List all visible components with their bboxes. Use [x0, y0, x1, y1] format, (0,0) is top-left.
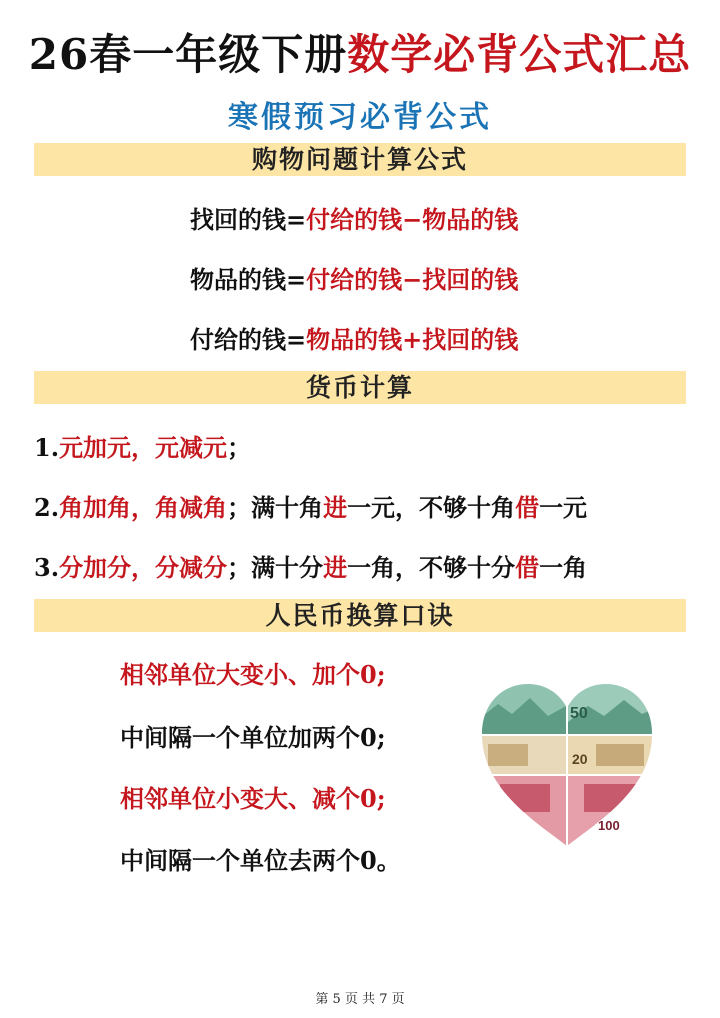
note-50-label: 50 [570, 705, 588, 722]
formula-rhs: 付给的钱−物品的钱 [306, 205, 519, 234]
rule-tail: ； [227, 433, 252, 462]
formula-rhs: 物品的钱+找回的钱 [306, 325, 519, 354]
currency-rule-3 [34, 548, 587, 583]
formula-row [190, 320, 518, 355]
rule-keyword-carry: 进 [323, 553, 348, 582]
currency-rule-2 [34, 488, 587, 523]
formula-lhs: 付给的钱= [190, 325, 307, 354]
rule-red-text: 分加分，分减分 [59, 553, 228, 582]
mnemonic-line: 中间隔一个单位加两个0; [120, 723, 386, 752]
banknote-heart-image [478, 680, 656, 848]
formula-rhs: 付给的钱−找回的钱 [306, 265, 519, 294]
formula-lhs: 找回的钱= [190, 205, 307, 234]
rule-keyword-carry: 进 [323, 493, 348, 522]
rule-red-text: 元加元，元减元 [59, 433, 228, 462]
rule-keyword-borrow: 借 [515, 553, 540, 582]
rule-text-a: ；满十分 [227, 553, 324, 582]
section-heading-rmb-mnemonic: 人民币换算口诀 [34, 599, 686, 632]
page-subtitle: 寒假预习必背公式 [228, 100, 492, 135]
rule-number: 1. [34, 433, 60, 462]
rule-text-e: 一元 [539, 493, 588, 522]
page-footer: 第 5 页 共 7 页 [315, 992, 405, 1007]
title-red: 数学必背公式汇总 [347, 30, 692, 79]
formula-lhs: 物品的钱= [190, 265, 307, 294]
rule-text-e: 一角 [539, 553, 588, 582]
formula-row [190, 260, 518, 295]
mnemonic-line: 相邻单位小变大、减个0; [120, 784, 386, 813]
title-black: 26春一年级下册 [28, 30, 348, 79]
section-heading-currency: 货币计算 [34, 371, 686, 404]
rule-text-a: ；满十角 [227, 493, 324, 522]
mnemonic-line: 相邻单位大变小、加个0; [120, 660, 386, 689]
rule-number: 3. [34, 553, 60, 582]
rule-number: 2. [34, 493, 60, 522]
rule-text-c: 一角，不够十分 [347, 553, 516, 582]
page-title [0, 22, 720, 82]
note-100-label: 100 [598, 818, 620, 833]
mnemonic-line: 中间隔一个单位去两个0。 [120, 846, 401, 875]
note-20-label: 20 [572, 751, 588, 767]
formula-row [190, 200, 518, 235]
section-heading-shopping: 购物问题计算公式 [34, 143, 686, 176]
rule-red-text: 角加角，角减角 [59, 493, 228, 522]
rule-keyword-borrow: 借 [515, 493, 540, 522]
currency-rule-1 [34, 428, 251, 463]
rule-text-c: 一元，不够十角 [347, 493, 516, 522]
